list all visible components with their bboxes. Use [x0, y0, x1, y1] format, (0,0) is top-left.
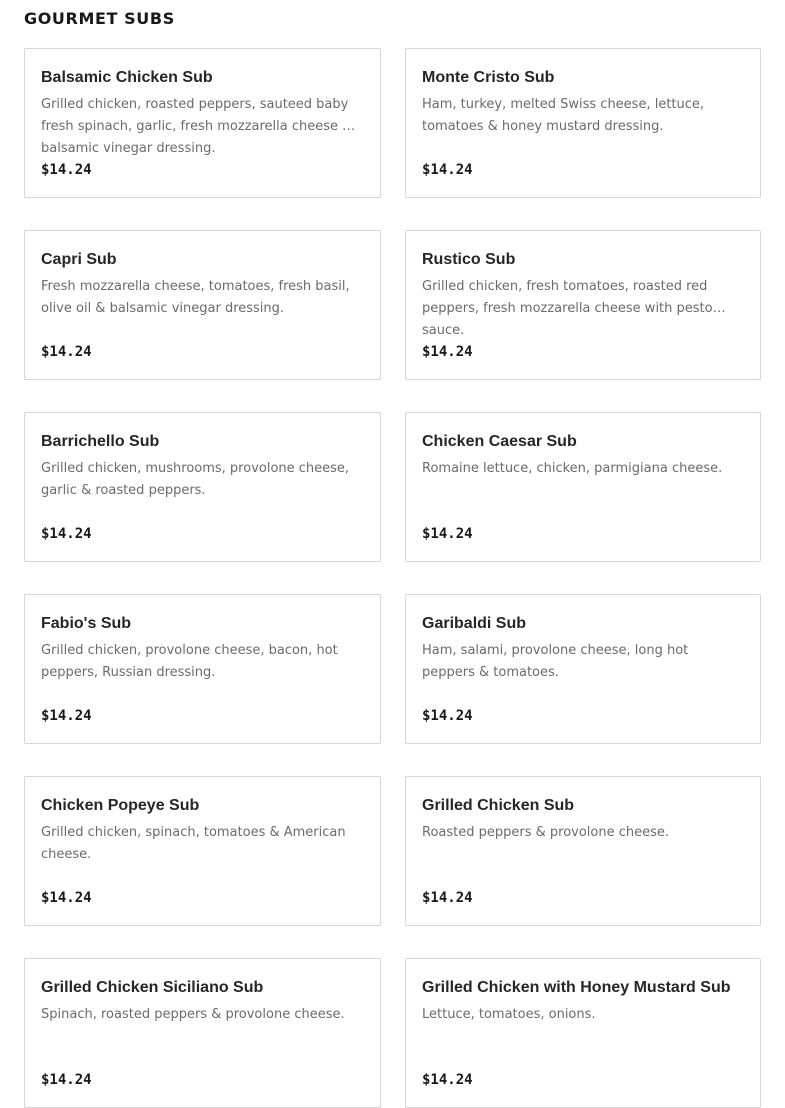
menu-item-card[interactable] — [24, 776, 381, 926]
menu-item-card[interactable] — [24, 594, 381, 744]
menu-item-card[interactable] — [405, 776, 761, 926]
menu-item-description: Roasted peppers & provolone cheese. — [422, 825, 670, 840]
menu-item-description: Fresh mozzarella cheese, tomatoes, fresh basil, olive oil & balsamic vinegar dressing. — [41, 279, 350, 316]
menu-item-name: Grilled Chicken Sub — [422, 797, 575, 814]
menu-item-card[interactable] — [405, 958, 761, 1108]
menu-item-name: Monte Cristo Sub — [422, 69, 555, 86]
menu-item-description: Romaine lettuce, chicken, parmigiana cheese. — [422, 461, 723, 476]
menu-item-price: $14.24 — [422, 708, 473, 724]
menu-item-description: Grilled chicken, mushrooms, provolone cheese, garlic & roasted peppers. — [41, 461, 350, 498]
menu-items-grid — [24, 48, 761, 1108]
menu-item-card[interactable] — [405, 48, 761, 198]
menu-item-name: Barrichello Sub — [41, 433, 160, 450]
menu-item-card[interactable] — [24, 48, 381, 198]
menu-item-description: Grilled chicken, fresh tomatoes, roasted red peppers, fresh mozzarella cheese with pesto sauce. — [422, 279, 713, 338]
menu-item-name: Grilled Chicken with Honey Mustard Sub — [422, 979, 731, 996]
menu-item-price: $14.24 — [422, 890, 473, 906]
menu-item-name: Grilled Chicken Siciliano Sub — [41, 979, 264, 996]
menu-item-price: $14.24 — [41, 1072, 92, 1088]
menu-item-description: Ham, turkey, melted Swiss cheese, lettuce, tomatoes & honey mustard dressing. — [422, 97, 705, 134]
menu-item-card[interactable] — [405, 230, 761, 380]
menu-item-name: Chicken Popeye Sub — [41, 797, 200, 814]
section-title: GOURMET SUBS — [24, 9, 175, 28]
menu-item-price: $14.24 — [41, 344, 92, 360]
menu-item-price: $14.24 — [41, 708, 92, 724]
menu-item-description: Grilled chicken, roasted peppers, sauteed baby fresh spinach, garlic, fresh mozzarella cheese & balsamic vinegar dressing. — [41, 97, 353, 156]
menu-section-gourmet-subs — [24, 0, 761, 1088]
menu-item-name: Rustico Sub — [422, 251, 516, 268]
menu-item-price: $14.24 — [41, 162, 92, 178]
menu-item-card[interactable] — [24, 958, 381, 1108]
menu-item-price: $14.24 — [422, 1072, 473, 1088]
menu-item-price: $14.24 — [422, 526, 473, 542]
menu-item-description: Lettuce, tomatoes, onions. — [422, 1007, 596, 1022]
menu-item-price: $14.24 — [422, 344, 473, 360]
menu-item-name: Fabio's Sub — [41, 615, 132, 632]
menu-item-card[interactable] — [405, 412, 761, 562]
menu-item-name: Capri Sub — [41, 251, 117, 268]
menu-item-card[interactable] — [24, 412, 381, 562]
menu-item-price: $14.24 — [422, 162, 473, 178]
menu-item-description: Grilled chicken, provolone cheese, bacon, hot peppers, Russian dressing. — [41, 643, 338, 680]
menu-item-name: Chicken Caesar Sub — [422, 433, 577, 450]
menu-item-card[interactable] — [405, 594, 761, 744]
menu-item-name: Garibaldi Sub — [422, 615, 527, 632]
menu-item-name: Balsamic Chicken Sub — [41, 69, 213, 86]
menu-item-card[interactable] — [24, 230, 381, 380]
menu-item-price: $14.24 — [41, 890, 92, 906]
menu-item-description: Spinach, roasted peppers & provolone cheese. — [41, 1007, 345, 1022]
menu-item-price: $14.24 — [41, 526, 92, 542]
menu-item-description: Grilled chicken, spinach, tomatoes & American cheese. — [41, 825, 346, 862]
menu-item-description: Ham, salami, provolone cheese, long hot peppers & tomatoes. — [422, 643, 689, 680]
